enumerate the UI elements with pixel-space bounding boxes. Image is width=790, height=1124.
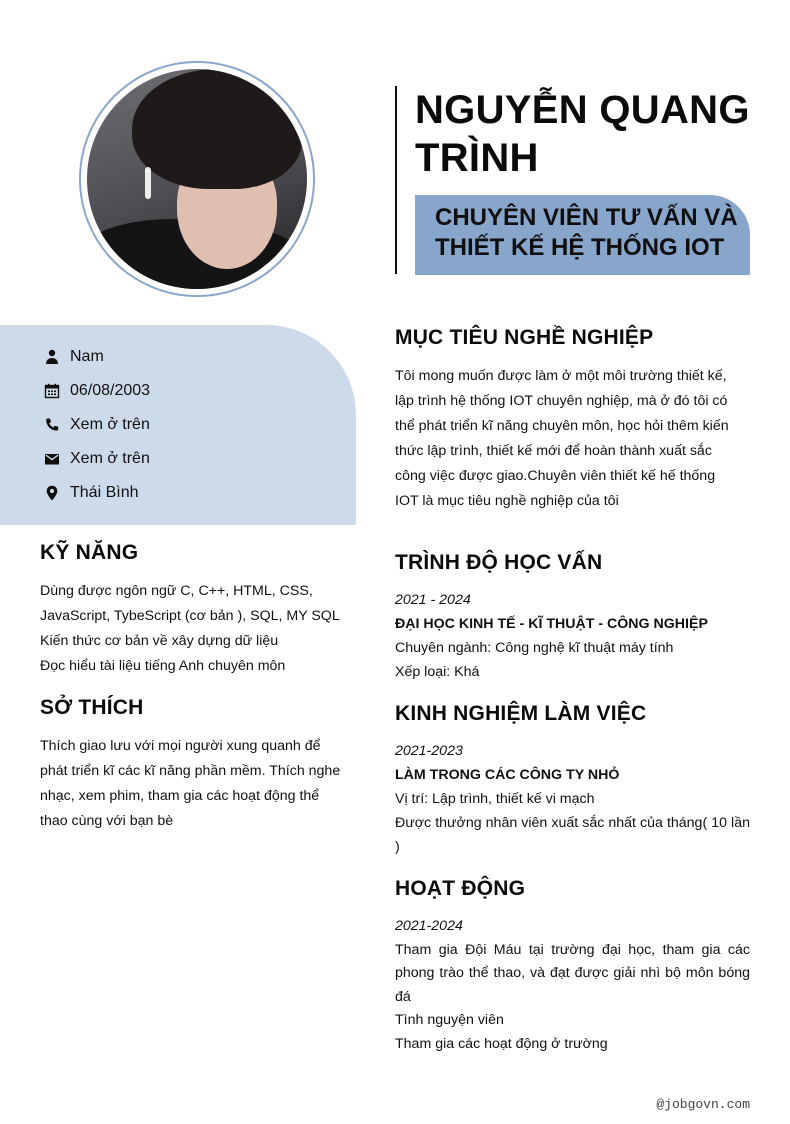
objective-line: Tôi mong muốn được làm ở một môi trường thiết kế, bbox=[395, 368, 727, 384]
education-title: TRÌNH ĐỘ HỌC VẤN bbox=[395, 551, 603, 574]
contact-phone bbox=[43, 413, 150, 437]
job-title-line-2: THIẾT KẾ HỆ THỐNG IOT bbox=[435, 234, 725, 261]
hobby-line: Thích giao lưu với mọi người xung quanh để bbox=[40, 738, 321, 754]
objective-line: IOT là mục tiêu nghề nghiệp của tôi bbox=[395, 493, 619, 509]
activities-item: Tình nguyện viên bbox=[395, 1012, 504, 1028]
calendar-icon bbox=[43, 382, 61, 400]
objective-line: lập trình hệ thống IOT chuyên nghiệp, mà ở đó tôi có bbox=[395, 393, 728, 409]
hobby-line: phát triển kĩ các kĩ năng phần mềm. Thích nghe bbox=[40, 763, 341, 779]
candidate-name bbox=[415, 86, 755, 182]
activities-desc: Tham gia Đội Máu tại trường đại học, tham gia các phong trào thể thao, và đạt được giải nhì bộ môn bóng đá bbox=[395, 941, 750, 1005]
objective-line: công việc được giao.Chuyên viên thiết kế hế thống bbox=[395, 468, 716, 484]
contact-birthday-value: 06/08/2003 bbox=[70, 382, 151, 399]
experience-position: Vị trí: Lập trình, thiết kế vi mạch bbox=[395, 791, 595, 807]
objective-line: thể phát triển kĩ năng chuyên môn, học hỏi thêm kiến bbox=[395, 418, 729, 434]
experience-title: KINH NGHIỆM LÀM VIỆC bbox=[395, 702, 647, 725]
experience-company: LÀM TRONG CÁC CÔNG TY NHỎ bbox=[395, 767, 620, 783]
contact-gender bbox=[43, 345, 104, 369]
education-entry bbox=[395, 588, 708, 684]
job-title-band bbox=[415, 195, 750, 275]
person-icon bbox=[43, 348, 61, 366]
skills-title: KỸ NĂNG bbox=[40, 541, 139, 564]
hobby-line: nhạc, xem phim, tham gia các hoạt động thể bbox=[40, 788, 320, 804]
hobbies-title: SỞ THÍCH bbox=[40, 696, 144, 719]
skills-list bbox=[40, 579, 340, 679]
activities-item: Tham gia các hoạt động ở trường bbox=[395, 1035, 608, 1052]
skill-line: Dùng được ngôn ngữ C, C++, HTML, CSS, bbox=[40, 583, 313, 599]
hobby-line: thao cùng với bạn bè bbox=[40, 813, 174, 829]
contact-birthday bbox=[43, 379, 150, 403]
email-icon bbox=[43, 450, 61, 468]
photo-hair bbox=[132, 69, 302, 189]
activities-period: 2021-2024 bbox=[395, 918, 463, 934]
skill-line: Kiến thức cơ bản về xây dựng dữ liệu bbox=[40, 633, 279, 649]
skill-line: Đọc hiểu tài liệu tiếng Anh chuyên môn bbox=[40, 658, 286, 674]
objective-line: thức lập trình, thiết kế mới để hoàn thành xuất sắc bbox=[395, 443, 712, 459]
activities-entry bbox=[395, 915, 750, 1056]
experience-entry bbox=[395, 739, 750, 859]
watermark: @jobgovn.com bbox=[656, 1097, 750, 1112]
skill-line: JavaScript, TybeScript (cơ bản ), SQL, MY SQL bbox=[40, 608, 340, 624]
contact-location bbox=[43, 481, 138, 505]
education-period: 2021 - 2024 bbox=[395, 592, 471, 608]
name-line-2: TRÌNH bbox=[415, 136, 539, 180]
avatar bbox=[79, 61, 315, 297]
education-grade: Xếp loại: Khá bbox=[395, 664, 480, 680]
objective-title: MỤC TIÊU NGHỀ NGHIỆP bbox=[395, 326, 654, 349]
profile-photo bbox=[87, 69, 307, 289]
contact-location-value: Thái Bình bbox=[70, 484, 139, 501]
experience-period: 2021-2023 bbox=[395, 743, 463, 759]
phone-icon bbox=[43, 416, 61, 434]
experience-award: Được thưởng nhân viên xuất sắc nhất của tháng( 10 lần ) bbox=[395, 815, 750, 855]
location-icon bbox=[43, 484, 61, 502]
education-major: Chuyên ngành: Công nghệ kĩ thuật máy tính bbox=[395, 640, 674, 656]
name-line-1: NGUYỄN QUANG bbox=[415, 88, 750, 132]
contact-phone-value: Xem ở trên bbox=[70, 416, 150, 433]
contact-email-value: Xem ở trên bbox=[70, 450, 150, 467]
contact-gender-value: Nam bbox=[70, 348, 104, 365]
photo-earbud bbox=[145, 167, 151, 199]
hobbies-text bbox=[40, 734, 340, 834]
contact-email bbox=[43, 447, 150, 471]
header-divider bbox=[395, 86, 397, 274]
education-school: ĐẠI HỌC KINH TẾ - KĨ THUẬT - CÔNG NGHIỆP bbox=[395, 616, 708, 632]
job-title-line-1: CHUYÊN VIÊN TƯ VẤN VÀ bbox=[435, 204, 738, 231]
objective-text bbox=[395, 364, 729, 514]
activities-title: HOẠT ĐỘNG bbox=[395, 877, 526, 900]
